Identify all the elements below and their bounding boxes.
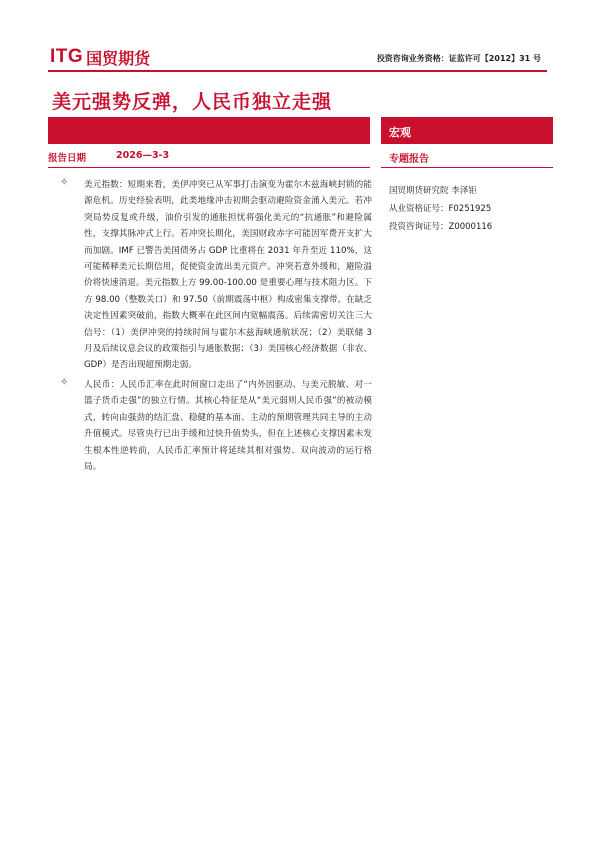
bullet-rmb <box>60 377 372 475</box>
bullet-diamond-icon: ✧ <box>60 177 69 188</box>
title-bar-left <box>48 117 370 144</box>
report-body <box>60 177 372 478</box>
bullet-text: 美元指数：短期来看，美伊冲突已从军事打击演变为霍尔木兹海峡封锁的能源危机。历史经验表明，此类地缘冲击初期会驱动避险资金涌入美元。若冲突局势反复或升级，油价引发的通胀担忧将强化美元的“抗通胀”和避险属性，支撑其脉冲式上行。若冲突长期化，美国财政赤字可能因军费开支扩大而加剧。IMF 已警告美国债务占 GDP 比重将在 2031 年升至近 110%，这可能稀释美元长期信用，促使资金流出美元资产。冲突若意外缓和，避险溢价将快速消退。美元指数上方 99.00-100.00 是重要心理与技术阻力区。下方 98.00（整数关口）和 97.50（前期震荡中枢）构成密集支撑带。在缺乏决定性因素突破前，指数大概率在此区间内宽幅震荡。后续需密切关注三大信号：（1）美伊冲突的持续时间与霍尔木兹海峡通航状况；（2）美联储 3 月及后续议息会议的政策指引与通胀数据；（3）美国核心经济数据（非农、GDP）是否出现超预期走弱。 <box>84 180 372 371</box>
bullet-usd-index <box>60 177 372 374</box>
report-type-divider <box>381 167 553 168</box>
report-date-value: 2026—3-3 <box>116 150 170 161</box>
license-text: 投资咨询业务资格：证监许可【2012】31 号 <box>376 54 541 63</box>
report-date-label: 报告日期 <box>48 153 87 164</box>
logo-chinese-name: 国贸期货 <box>86 48 151 68</box>
sector-label: 宏观 <box>389 126 411 139</box>
author-institute: 国贸期货研究院 李泽钜 <box>389 186 477 196</box>
author-qualification: 从业资格证号：F0251925 <box>389 204 492 214</box>
author-block <box>389 182 492 236</box>
header-divider <box>48 70 547 72</box>
bullet-diamond-icon: ✧ <box>60 376 69 388</box>
date-divider <box>48 167 370 168</box>
author-consulting-id: 投资咨询证号：Z0000116 <box>389 222 493 232</box>
report-title: 美元强势反弹，人民币独立走强 <box>52 91 333 113</box>
bullet-text: 人民币：人民币汇率在此时间窗口走出了“内外因驱动、与美元脱敏、对一篮子货币走强”的独立行情。其核心特征是从“美元弱则人民币强”的被动模式，转向由强劲的结汇盘、稳健的基本面、主动的预期管理共同主导的主动升值模式。尽管央行已出手缓和过快升值势头，但在上述核心支撑因素未发生根本性逆转前，人民币汇率预计将延续其相对强势、双向波动的运行格局。 <box>84 379 372 472</box>
company-logo <box>50 46 150 68</box>
logo-itg-text: ITG <box>50 46 84 67</box>
report-type-label: 专题报告 <box>389 154 429 165</box>
